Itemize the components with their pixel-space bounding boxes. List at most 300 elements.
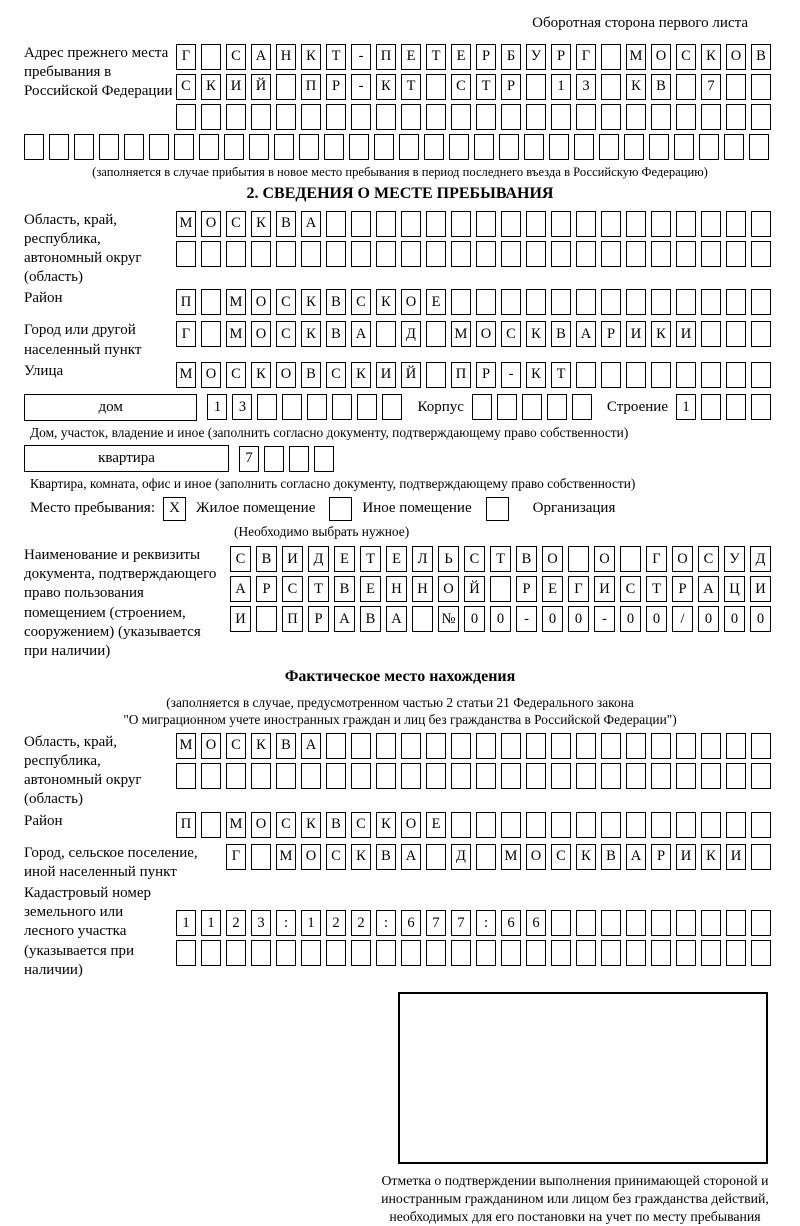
char-cell [326, 104, 346, 130]
char-cell: Г [176, 44, 196, 70]
char-cell [476, 289, 496, 315]
char-cell: С [351, 812, 371, 838]
char-cell [626, 104, 646, 130]
char-cell [376, 241, 396, 267]
char-cell [651, 812, 671, 838]
ulitsa-cells [176, 362, 776, 388]
char-cell: В [516, 546, 537, 572]
char-cell: С [226, 44, 246, 70]
char-cell [576, 289, 596, 315]
char-cell [601, 289, 621, 315]
doc-label: Наименование и реквизиты документа, подтверждающего право пользования помещением (строением, сооружением) (указывается при наличии) [24, 547, 217, 659]
confirmation-caption: Отметка о подтверждении выполнения принимающей стороной и иностранным гражданином или лицом без гражданства действий, необходимых для его постановки на учет по месту пребывания [381, 1172, 769, 1225]
char-cell [74, 134, 94, 160]
char-cell [351, 733, 371, 759]
char-cell: М [226, 812, 246, 838]
section2-title: 2. СВЕДЕНИЯ О МЕСТЕ ПРЕБЫВАНИЯ [246, 184, 554, 202]
char-cell [276, 241, 296, 267]
char-cell: Е [386, 546, 407, 572]
char-cell: С [230, 546, 251, 572]
char-cell [376, 763, 396, 789]
ulitsa-block [24, 362, 776, 392]
char-cell: 3 [232, 394, 252, 420]
char-cell: П [451, 362, 471, 388]
char-cell: В [601, 844, 621, 870]
char-cell [351, 241, 371, 267]
char-cell [256, 606, 277, 632]
char-cell: М [176, 362, 196, 388]
char-cell: 7 [451, 910, 471, 936]
char-cell [476, 940, 496, 966]
char-cell: О [251, 321, 271, 347]
char-cell: Й [464, 576, 485, 602]
char-cell [276, 940, 296, 966]
char-cell [501, 241, 521, 267]
char-cell [526, 104, 546, 130]
char-cell: Е [426, 812, 446, 838]
char-cell: - [516, 606, 537, 632]
char-cell [99, 134, 119, 160]
char-cell [326, 241, 346, 267]
char-cell: С [551, 844, 571, 870]
char-cell [351, 211, 371, 237]
char-cell [201, 940, 221, 966]
char-cell [251, 104, 271, 130]
char-cell [226, 940, 246, 966]
char-cell [426, 763, 446, 789]
char-cell: О [201, 733, 221, 759]
char-cell: А [334, 606, 355, 632]
char-cell: К [626, 74, 646, 100]
char-cell [501, 763, 521, 789]
char-cell: С [464, 546, 485, 572]
char-cell: О [594, 546, 615, 572]
char-cell [326, 733, 346, 759]
char-cell [476, 763, 496, 789]
char-cell: 3 [576, 74, 596, 100]
char-cell: К [701, 44, 721, 70]
char-cell: А [401, 844, 421, 870]
char-cell: Р [651, 844, 671, 870]
kvartira-box: квартира [24, 445, 229, 472]
char-cell [401, 241, 421, 267]
char-cell [576, 211, 596, 237]
char-cell [451, 241, 471, 267]
actual-oblast-block [24, 733, 776, 810]
option-inoe-label: Иное помещение [362, 499, 472, 516]
char-cell [676, 910, 696, 936]
char-cell: Н [412, 576, 433, 602]
char-cell [651, 763, 671, 789]
char-cell: В [301, 362, 321, 388]
char-cell: Р [476, 44, 496, 70]
char-cell: 0 [620, 606, 641, 632]
oblast-row-1 [176, 211, 776, 237]
prev-address-row-1 [176, 44, 776, 70]
char-cell [326, 211, 346, 237]
mesto-label: Место пребывания: [30, 499, 155, 516]
char-cell [751, 733, 771, 759]
char-cell [751, 321, 771, 347]
char-cell [651, 241, 671, 267]
char-cell: С [276, 812, 296, 838]
char-cell: Р [476, 362, 496, 388]
kvartira-cells [239, 446, 339, 472]
char-cell: К [251, 733, 271, 759]
prev-address-note: (заполняется в случае прибытия в новое место пребывания в период последнего въезда в Российскую Федерацию) [92, 164, 708, 179]
char-cell [399, 134, 419, 160]
char-cell [251, 844, 271, 870]
doc-row-1 [230, 546, 776, 572]
char-cell [376, 104, 396, 130]
char-cell: К [376, 74, 396, 100]
char-cell [676, 733, 696, 759]
gorod-cells [176, 321, 776, 347]
char-cell [547, 394, 567, 420]
checkbox-zhiloe: X [163, 497, 186, 521]
char-cell: М [501, 844, 521, 870]
char-cell: Н [276, 44, 296, 70]
char-cell [526, 763, 546, 789]
char-cell: Е [334, 546, 355, 572]
char-cell: Р [672, 576, 693, 602]
option-zhiloe-label: Жилое помещение [196, 499, 316, 516]
char-cell [551, 910, 571, 936]
char-cell [576, 940, 596, 966]
char-cell [224, 134, 244, 160]
char-cell [49, 134, 69, 160]
char-cell: К [351, 844, 371, 870]
char-cell: О [251, 812, 271, 838]
option-org-label: Организация [532, 499, 616, 516]
gorod-block [24, 321, 776, 359]
char-cell: С [451, 74, 471, 100]
char-cell [401, 940, 421, 966]
doc-cells [230, 546, 776, 636]
char-cell: В [256, 546, 277, 572]
char-cell: Й [401, 362, 421, 388]
char-cell [601, 362, 621, 388]
char-cell [499, 134, 519, 160]
raion-block [24, 289, 776, 319]
char-cell [676, 74, 696, 100]
char-cell: Р [256, 576, 277, 602]
char-cell [526, 940, 546, 966]
char-cell [726, 104, 746, 130]
char-cell [276, 74, 296, 100]
char-cell [701, 241, 721, 267]
char-cell [351, 104, 371, 130]
char-cell [326, 940, 346, 966]
char-cell [426, 362, 446, 388]
char-cell: О [438, 576, 459, 602]
char-cell [501, 211, 521, 237]
char-cell: В [376, 844, 396, 870]
oblast-label: Область, край, республика, автономный округ (область) [24, 211, 142, 286]
char-cell [676, 241, 696, 267]
korpus-cells [472, 394, 597, 420]
kvartira-row [24, 445, 776, 472]
char-cell: В [326, 289, 346, 315]
char-cell [201, 289, 221, 315]
char-cell [551, 241, 571, 267]
char-cell: 2 [226, 910, 246, 936]
char-cell [274, 134, 294, 160]
char-cell: А [301, 211, 321, 237]
char-cell [726, 812, 746, 838]
char-cell [251, 763, 271, 789]
prev-address-row-full [24, 134, 776, 160]
char-cell [626, 241, 646, 267]
char-cell: Г [568, 576, 589, 602]
kadastr-block [24, 884, 776, 980]
char-cell [401, 104, 421, 130]
oblast-cells [176, 211, 776, 271]
char-cell: Г [226, 844, 246, 870]
char-cell: О [401, 812, 421, 838]
char-cell: Т [490, 546, 511, 572]
char-cell [524, 134, 544, 160]
char-cell [651, 211, 671, 237]
char-cell [724, 134, 744, 160]
char-cell: М [176, 733, 196, 759]
char-cell [601, 940, 621, 966]
char-cell: У [724, 546, 745, 572]
kadastr-cells [176, 884, 776, 970]
char-cell [526, 812, 546, 838]
kadastr-label: Кадастровый номер земельного или лесного участка (указывается при наличии) [24, 884, 151, 978]
char-cell [276, 763, 296, 789]
char-cell: С [226, 362, 246, 388]
char-cell [301, 104, 321, 130]
char-cell [551, 812, 571, 838]
char-cell: С [326, 362, 346, 388]
char-cell: И [726, 844, 746, 870]
char-cell [426, 940, 446, 966]
char-cell: П [301, 74, 321, 100]
char-cell [726, 74, 746, 100]
char-cell: Д [750, 546, 771, 572]
char-cell: 0 [698, 606, 719, 632]
char-cell: К [251, 211, 271, 237]
gorod-label: Город или другой населенный пункт [24, 322, 142, 358]
char-cell [626, 362, 646, 388]
char-cell [289, 446, 309, 472]
char-cell: С [276, 289, 296, 315]
char-cell [226, 763, 246, 789]
char-cell: А [626, 844, 646, 870]
char-cell: Е [401, 44, 421, 70]
char-cell: И [376, 362, 396, 388]
char-cell [176, 763, 196, 789]
char-cell: Т [308, 576, 329, 602]
char-cell [401, 763, 421, 789]
raion-cells [176, 289, 776, 315]
char-cell: С [326, 844, 346, 870]
char-cell [576, 241, 596, 267]
char-cell: И [282, 546, 303, 572]
char-cell: Т [401, 74, 421, 100]
char-cell [726, 940, 746, 966]
char-cell [726, 211, 746, 237]
char-cell: С [276, 321, 296, 347]
char-cell [324, 134, 344, 160]
dom-cells [207, 394, 407, 420]
char-cell [251, 940, 271, 966]
char-cell: В [326, 321, 346, 347]
char-cell: О [301, 844, 321, 870]
char-cell [726, 362, 746, 388]
char-cell [376, 211, 396, 237]
char-cell [226, 104, 246, 130]
char-cell [601, 44, 621, 70]
char-cell [726, 763, 746, 789]
char-cell: К [526, 362, 546, 388]
char-cell [751, 104, 771, 130]
char-cell: И [750, 576, 771, 602]
char-cell [576, 104, 596, 130]
char-cell [749, 134, 769, 160]
char-cell [751, 844, 771, 870]
char-cell [701, 733, 721, 759]
actual-oblast-row-2 [176, 763, 776, 789]
char-cell [620, 546, 641, 572]
char-cell [264, 446, 284, 472]
char-cell: О [201, 362, 221, 388]
char-cell [301, 241, 321, 267]
char-cell: М [226, 289, 246, 315]
char-cell: П [282, 606, 303, 632]
char-cell: П [176, 812, 196, 838]
char-cell: Д [451, 844, 471, 870]
char-cell: Р [601, 321, 621, 347]
char-cell: О [276, 362, 296, 388]
char-cell [551, 733, 571, 759]
char-cell [201, 104, 221, 130]
char-cell [497, 394, 517, 420]
char-cell [426, 211, 446, 237]
char-cell: - [501, 362, 521, 388]
actual-oblast-cells [176, 733, 776, 793]
char-cell [726, 289, 746, 315]
char-cell [501, 104, 521, 130]
char-cell [426, 241, 446, 267]
char-cell [676, 289, 696, 315]
char-cell [751, 289, 771, 315]
char-cell [726, 321, 746, 347]
char-cell: 3 [251, 910, 271, 936]
char-cell: М [451, 321, 471, 347]
char-cell: Т [426, 44, 446, 70]
oblast-block [24, 211, 776, 288]
char-cell [576, 733, 596, 759]
char-cell: Н [386, 576, 407, 602]
char-cell [751, 394, 771, 420]
char-cell: И [676, 321, 696, 347]
char-cell [257, 394, 277, 420]
char-cell [201, 763, 221, 789]
char-cell: 7 [239, 446, 259, 472]
char-cell: Д [308, 546, 329, 572]
char-cell [626, 211, 646, 237]
char-cell: 1 [301, 910, 321, 936]
ulitsa-label: Улица [24, 362, 64, 379]
char-cell: А [576, 321, 596, 347]
char-cell [701, 211, 721, 237]
char-cell: Г [176, 321, 196, 347]
char-cell: К [201, 74, 221, 100]
actual-gorod-block [24, 844, 776, 882]
char-cell: Е [542, 576, 563, 602]
char-cell [701, 289, 721, 315]
mesto-row [30, 497, 776, 521]
char-cell: И [594, 576, 615, 602]
kvartira-caption: Квартира, комната, офис и иное (заполнить согласно документу, подтверждающему право собственности) [30, 476, 636, 492]
char-cell [351, 763, 371, 789]
char-cell [382, 394, 402, 420]
char-cell [201, 241, 221, 267]
char-cell [174, 134, 194, 160]
char-cell [551, 940, 571, 966]
dom-row [24, 394, 776, 421]
char-cell: 1 [207, 394, 227, 420]
actual-raion-block [24, 812, 776, 842]
char-cell [551, 763, 571, 789]
char-cell: 7 [701, 74, 721, 100]
checkbox-inoe [329, 497, 352, 521]
char-cell: О [651, 44, 671, 70]
char-cell [651, 289, 671, 315]
char-cell [576, 763, 596, 789]
actual-oblast-row-1 [176, 733, 776, 759]
char-cell [701, 394, 721, 420]
char-cell: В [276, 733, 296, 759]
char-cell: О [526, 844, 546, 870]
doc-row-3 [230, 606, 776, 632]
actual-oblast-label: Область, край, республика, автономный округ (область) [24, 733, 142, 808]
char-cell: В [326, 812, 346, 838]
dom-caption: Дом, участок, владение и иное (заполнить согласно документу, подтверждающему право собственности) [30, 424, 629, 440]
char-cell: К [701, 844, 721, 870]
char-cell [476, 241, 496, 267]
char-cell [751, 74, 771, 100]
char-cell [626, 910, 646, 936]
char-cell: В [334, 576, 355, 602]
char-cell [599, 134, 619, 160]
char-cell: 2 [326, 910, 346, 936]
char-cell: М [626, 44, 646, 70]
char-cell: У [526, 44, 546, 70]
char-cell: 1 [176, 910, 196, 936]
char-cell [426, 321, 446, 347]
char-cell: А [351, 321, 371, 347]
char-cell: Й [251, 74, 271, 100]
char-cell: П [376, 44, 396, 70]
char-cell [332, 394, 352, 420]
char-cell [490, 576, 511, 602]
char-cell: И [676, 844, 696, 870]
char-cell [201, 321, 221, 347]
char-cell [276, 104, 296, 130]
mesto-note: (Необходимо выбрать нужное) [234, 523, 410, 539]
actual-title: Фактическое место нахождения [284, 668, 516, 686]
char-cell [199, 134, 219, 160]
char-cell: 1 [676, 394, 696, 420]
char-cell [701, 362, 721, 388]
prev-address-row-2 [176, 74, 776, 100]
char-cell [601, 104, 621, 130]
char-cell [426, 844, 446, 870]
